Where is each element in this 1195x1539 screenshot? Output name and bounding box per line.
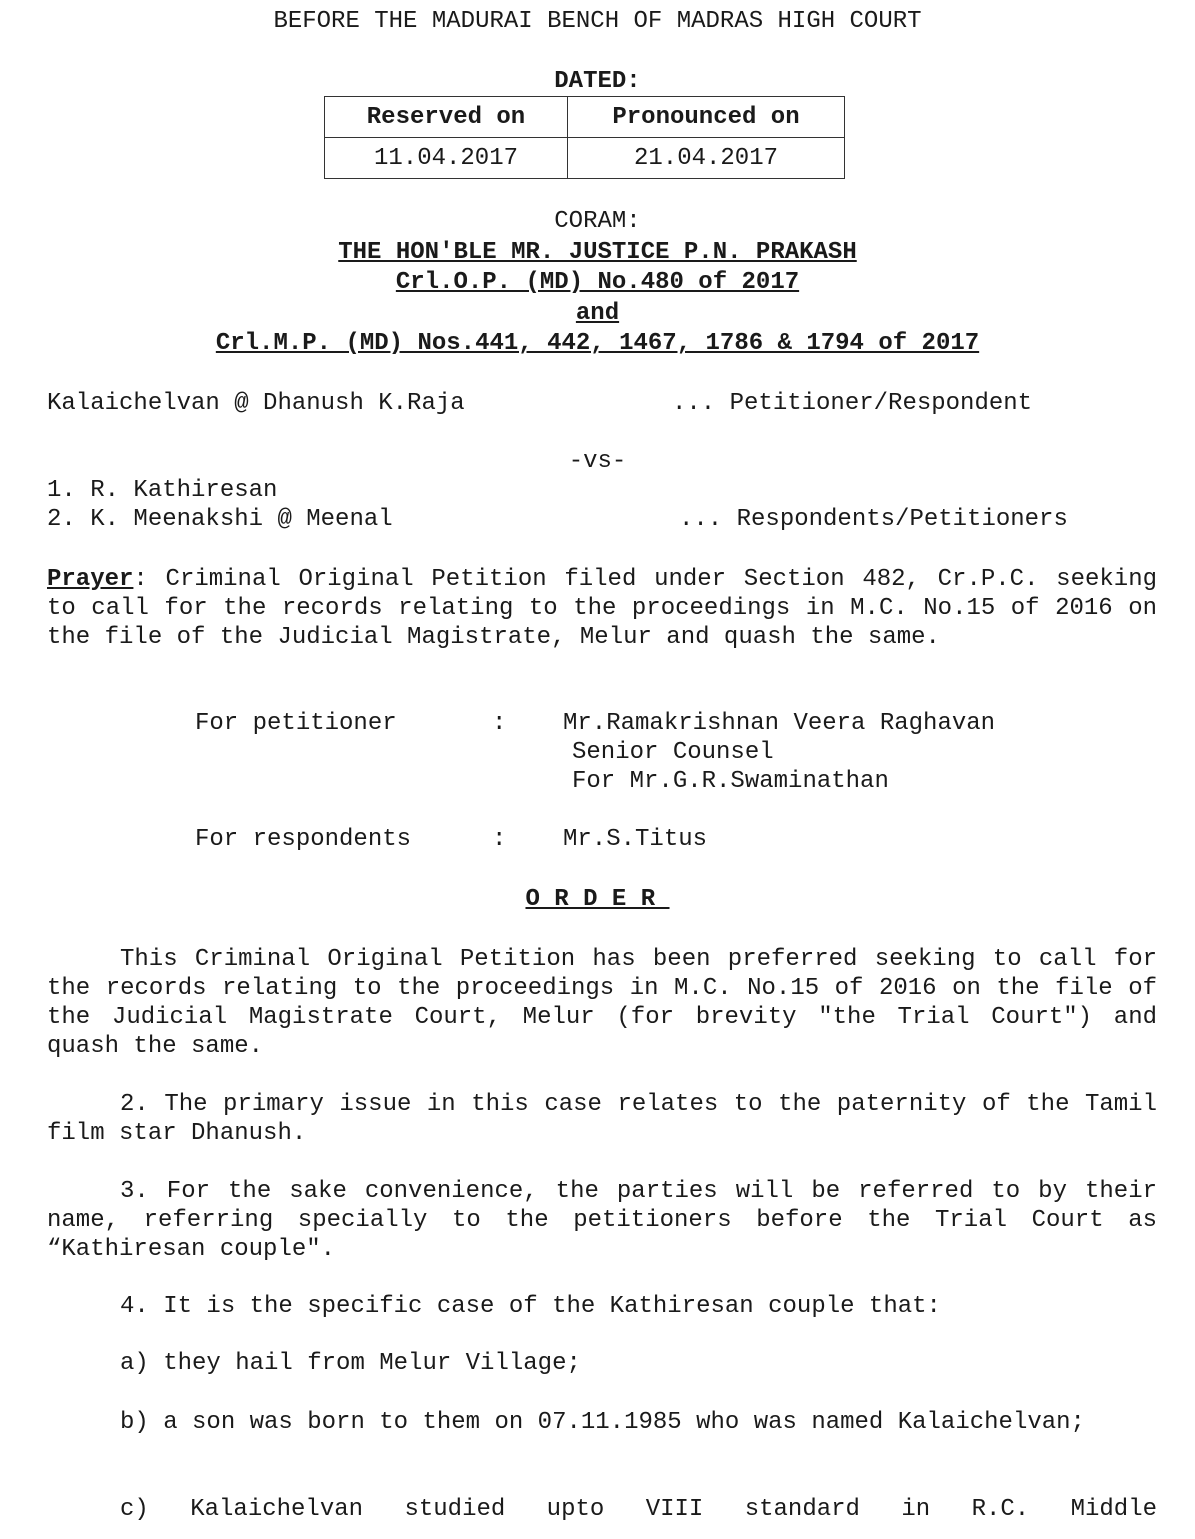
dates-table-value-row [325,138,845,179]
order-paragraph-3: 3. For the sake convenience, the parties will be referred to by their name, referring specially to the petitioners before the Trial Court as “Kathiresan couple". [47,1178,1157,1263]
prayer-text: : Criminal Original Petition filed under Section 482, Cr.P.C. seeking to call for the records relating to the proceedings in M.C. No.15 of 2016 on the file of the Judicial Magistrate, Melur and quash the same. [47,566,1157,651]
counsel-respondents: Mr.S.Titus [563,826,708,853]
counsel-respondents-label: For respondents [195,826,412,853]
dated-label: DATED: [554,68,641,95]
counsel-separator-2: : [492,826,507,853]
respondent-2: 2. K. Meenakshi @ Meenal [47,506,393,533]
order-paragraph-4: 4. It is the specific case of the Kathiresan couple that: [120,1293,941,1320]
petitioner-role: ... Petitioner/Respondent [672,390,1033,417]
judge-name: THE HON'BLE MR. JUSTICE P.N. PRAKASH [338,239,857,266]
dates-table [324,96,845,179]
versus-label: -vs- [568,448,627,475]
court-title: BEFORE THE MADURAI BENCH OF MADRAS HIGH COURT [273,8,922,35]
prayer-paragraph [47,565,1157,652]
counsel-petitioner-line2: Senior Counsel [572,739,774,766]
counsel-petitioner-line1: Mr.Ramakrishnan Veera Raghavan [563,710,996,737]
pronounced-header: Pronounced on [568,97,845,138]
order-heading: O R D E R [525,886,670,913]
list-item-c: c) Kalaichelvan studied upto VIII standard in R.C. Middle [120,1496,1157,1523]
respondent-role: ... Respondents/Petitioners [679,506,1068,533]
order-paragraph-2: 2. The primary issue in this case relates to the paternity of the Tamil film star Dhanush. [47,1091,1157,1147]
order-paragraph-1: This Criminal Original Petition has been preferred seeking to call for the records relating to the proceedings in M.C. No.15 of 2016 on the file of the Judicial Magistrate Court, Melur (for brevity "the Trial Court") and quash the same. [47,946,1157,1060]
counsel-petitioner-label: For petitioner [195,710,397,737]
coram-label: CORAM: [554,208,641,235]
case-number: Crl.O.P. (MD) No.480 of 2017 [395,269,800,296]
reserved-date: 11.04.2017 [325,138,568,179]
list-item-b: b) a son was born to them on 07.11.1985 who was named Kalaichelvan; [120,1409,1085,1436]
respondent-1: 1. R. Kathiresan [47,477,278,504]
pronounced-date: 21.04.2017 [568,138,845,179]
case-conjunction: and [575,300,620,327]
petitioner-name: Kalaichelvan @ Dhanush K.Raja [47,390,465,417]
misc-petitions: Crl.M.P. (MD) Nos.441, 442, 1467, 1786 & 1794 of 2017 [215,330,980,357]
list-item-a: a) they hail from Melur Village; [120,1350,581,1377]
prayer-label: Prayer [47,566,134,593]
reserved-header: Reserved on [325,97,568,138]
counsel-separator-1: : [492,710,507,737]
counsel-petitioner-line3: For Mr.G.R.Swaminathan [572,768,889,795]
dates-table-header-row [325,97,845,138]
